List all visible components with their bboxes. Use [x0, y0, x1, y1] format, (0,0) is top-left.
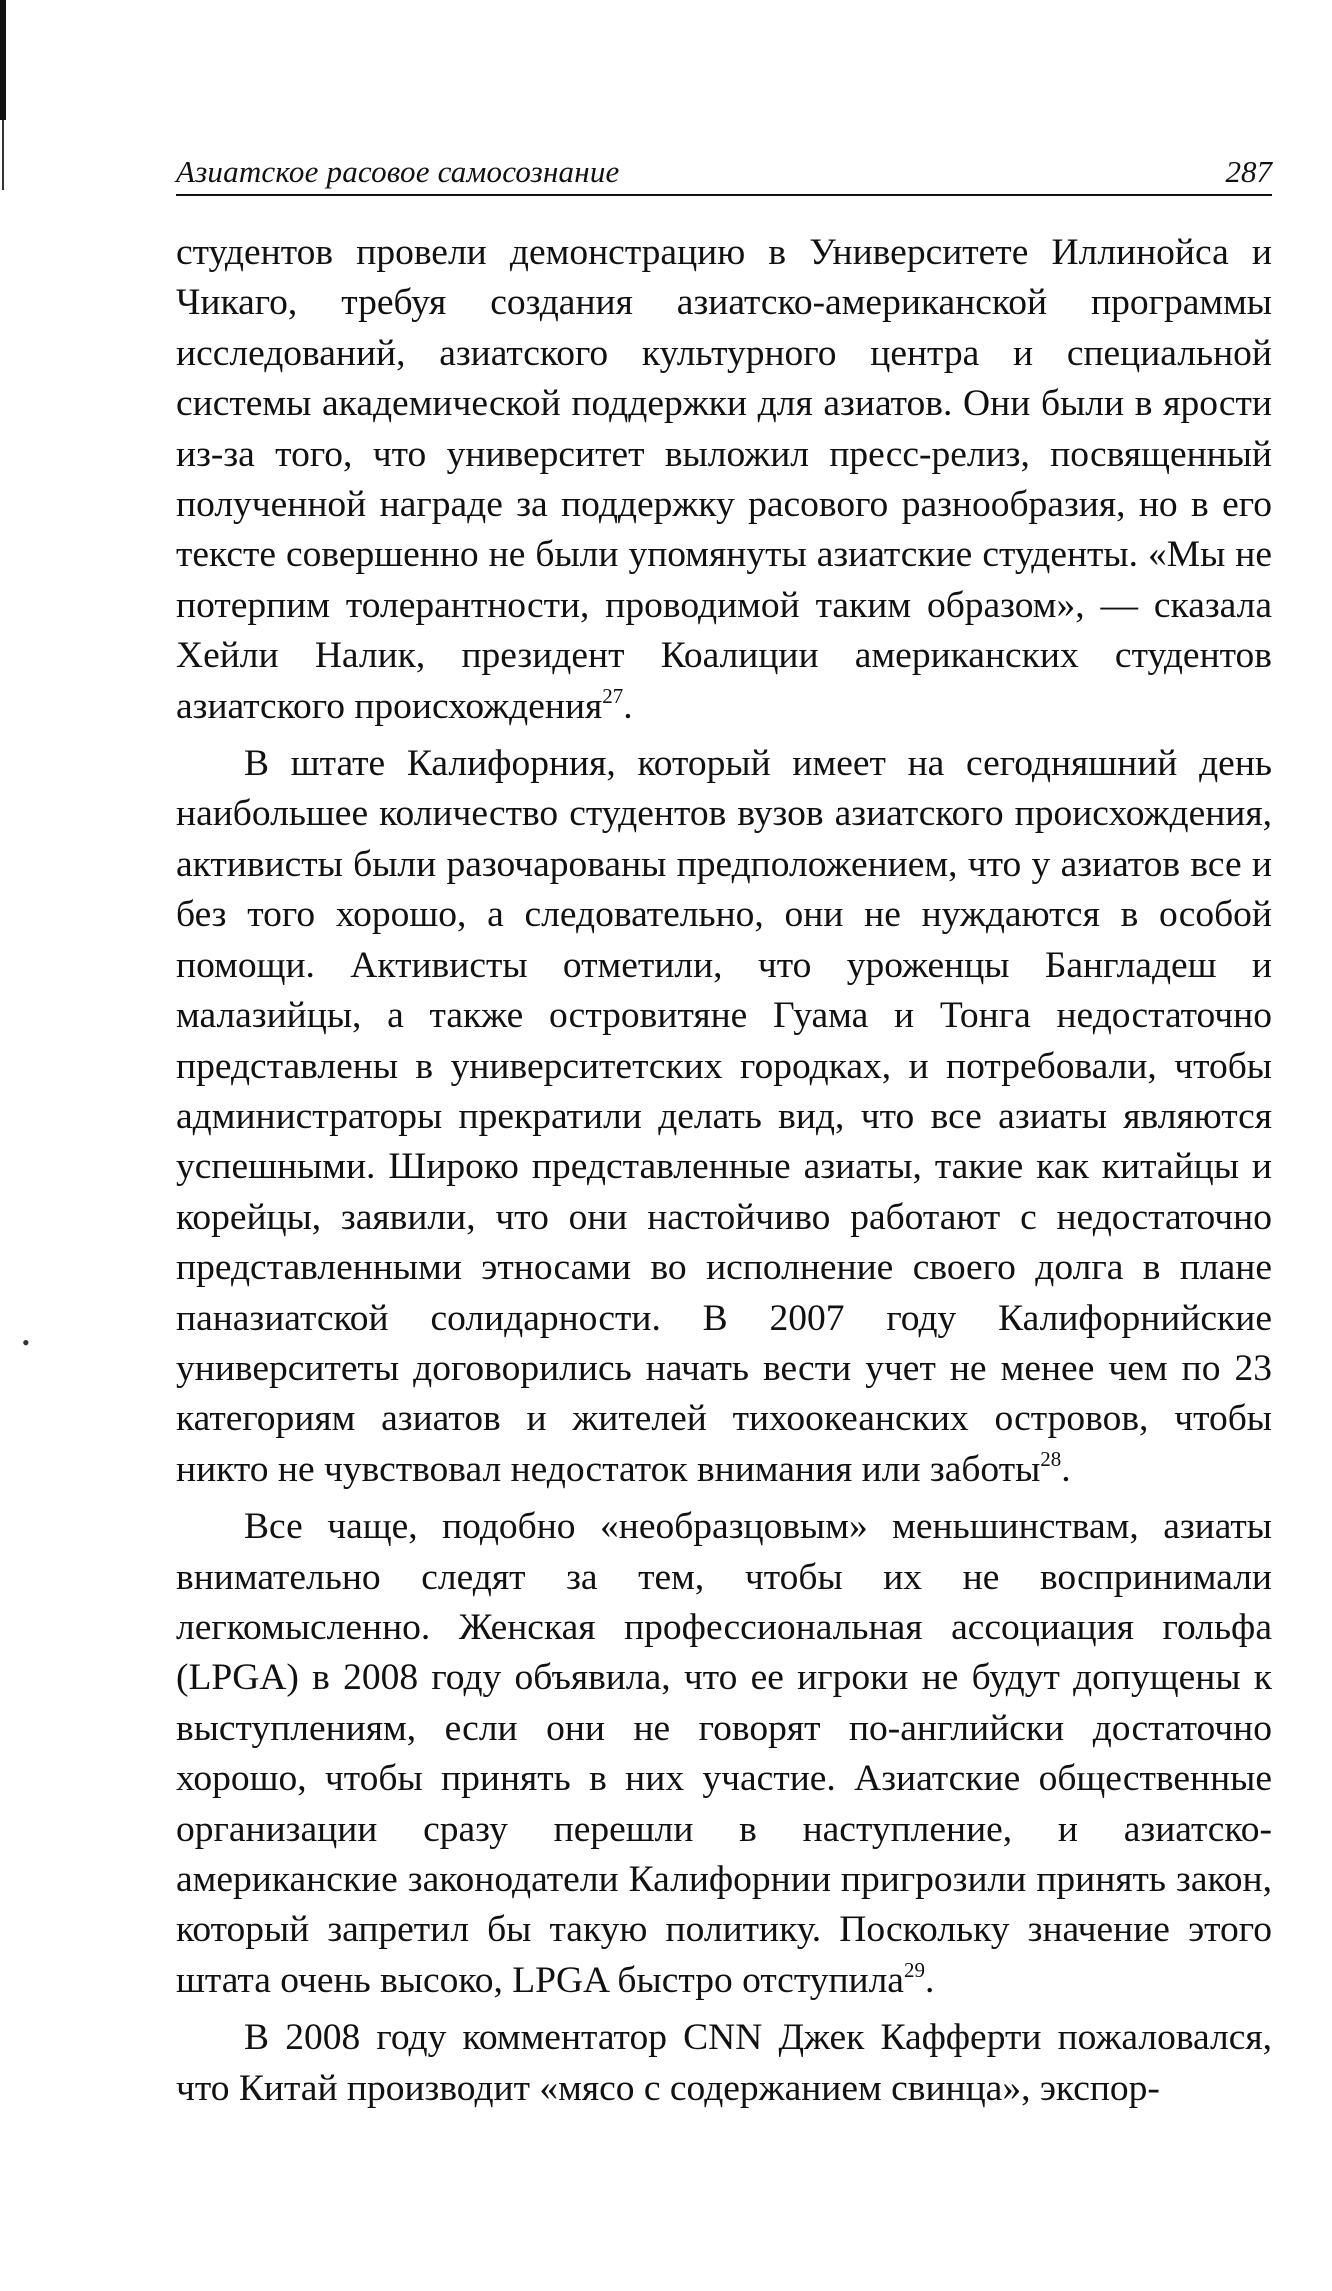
paragraph-2: [176, 739, 1272, 1495]
page-edge-shadow-thin: [2, 120, 4, 190]
paragraph-3-end: .: [924, 1959, 935, 2001]
paragraph-1: [176, 228, 1272, 732]
footnote-ref-29: 29: [903, 1957, 925, 1982]
paragraph-4-text: В 2008 году комментатор CNN Джек Кафферти пожаловался, что Китай производит «мясо с содержанием свинца», экспор-: [176, 2017, 1272, 2109]
running-header: [176, 148, 1272, 196]
margin-mark: •: [22, 1330, 30, 1355]
running-header-title: Азиатское расовое самосознание: [176, 154, 620, 189]
page-edge-shadow: [0, 0, 6, 120]
body-text: [176, 228, 1272, 2114]
paragraph-4: [176, 2013, 1272, 2114]
footnote-ref-27: 27: [602, 683, 624, 708]
paragraph-3-text: Все чаще, подобно «необразцовым» меньшинствам, азиаты внимательно следят за тем, чтобы их не воспринимали легкомысленно. Женская профессиональная ассоциация гольфа (LPGA) в 2008 году объявила, что ее игроки не будут допущены к выступлениям, если они не говорят по-английски достаточно хорошо, чтобы принять в них участие. Азиатские общественные организации сразу перешли в наступление, и азиатско-американские законодатели Калифорнии пригрозили принять закон, который запретил бы такую политику. Поскольку значение этого штата очень высоко, LPGA быстро отступила: [176, 1506, 1272, 2001]
paragraph-2-text: В штате Калифорния, который имеет на сегодняшний день наибольшее количество студентов вузов азиатского происхождения, активисты были разочарованы предположением, что у азиатов все и без того хорошо, а следовательно, они не нуждаются в особой помощи. Активисты отметили, что уроженцы Бангладеш и малазийцы, а также островитяне Гуама и Тонга недостаточно представлены в университетских городках, и потребовали, чтобы администраторы прекратили делать вид, что все азиаты являются успешными. Широко представленные азиаты, такие как китайцы и корейцы, заявили, что они настойчиво работают с недостаточно представленными этносами во исполнение своего долга в плане паназиатской солидарности. В 2007 году Калифорнийские университеты договорились начать вести учет не менее чем по 23 категориям азиатов и жителей тихоокеанских островов, чтобы никто не чувствовал недостаток внимания или заботы: [176, 743, 1272, 1490]
page-number: 287: [1225, 154, 1272, 189]
footnote-ref-28: 28: [1040, 1446, 1062, 1471]
paragraph-3: [176, 1502, 1272, 2006]
paragraph-2-end: .: [1061, 1448, 1071, 1490]
paragraph-1-text: студентов провели демонстрацию в Университете Иллинойса и Чикаго, требуя создания азиатско-американской программы исследований, азиатского культурного центра и специальной системы академической поддержки для азиатов. Они были в ярости из-за того, что университет выложил пресс-релиз, посвященный полученной награде за поддержку расового разнообразия, но в его тексте совершенно не были упомянуты азиатские студенты. «Мы не потерпим толерантности, проводимой таким образом», — сказала Хейли Налик, президент Коалиции американских студентов азиатского происхождения: [176, 232, 1272, 727]
paragraph-1-end: .: [623, 685, 633, 727]
